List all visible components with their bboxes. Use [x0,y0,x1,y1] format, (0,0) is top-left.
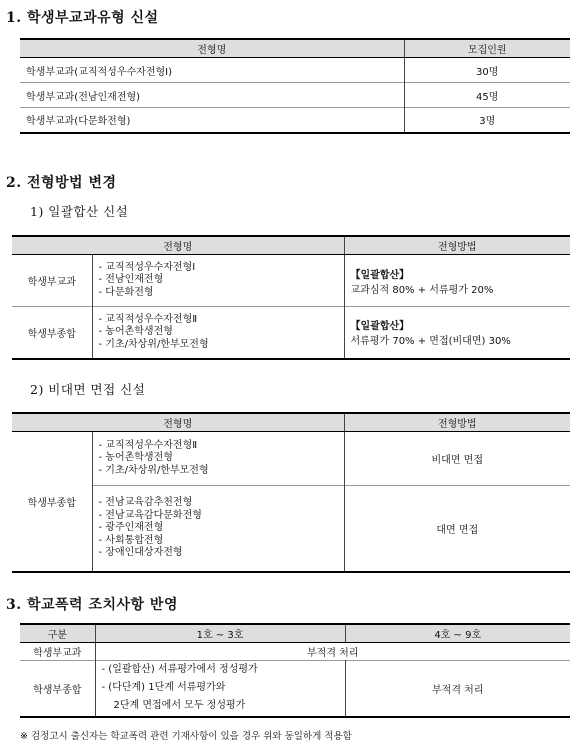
method-cell [344,255,570,307]
table-row [12,255,570,307]
header-level-1-3: 1호 ~ 3호 [95,624,345,643]
section-2-2-table [12,412,570,573]
category-label: 학생부종합 [33,684,82,696]
header-admission-name: 전형명 [12,413,344,432]
admission-list [92,432,344,486]
table-row [12,486,570,572]
list-item: - 농어촌학생전형 [98,452,173,464]
section-3-table [20,623,570,718]
subsection-2-1-title: 1) 일괄합산 신설 [30,204,129,219]
header-method: 전형방법 [344,236,570,255]
table-row [12,307,570,359]
admission-name: 학생부교과(교직적성우수자전형Ⅰ) [26,66,172,78]
list-item: - 기초/차상위/한부모전형 [98,464,209,476]
list-item: - 광주인재전형 [98,522,164,533]
list-item: - 교직적성우수자전형Ⅰ [98,261,196,273]
admission-name: 학생부교과(다문화전형) [26,116,131,128]
list-item: - 전남교육감다문화전형 [98,509,202,521]
admission-list [92,486,344,572]
admission-name: 학생부교과(전남인재전형) [26,91,141,103]
header-admission-name: 전형명 [12,236,344,255]
category-label: 학생부종합 [27,497,76,509]
method-cell: 비대면 면접 [344,432,570,486]
header-level-4-9: 4호 ~ 9호 [345,624,570,643]
method-cell [344,307,570,359]
table-row [20,643,570,661]
category-label: 학생부교과 [33,648,82,659]
method-cell: 대면 면접 [344,486,570,572]
list-item: - 사회통합전형 [98,534,164,546]
method-text: 서류평가 70% + 면접(비대면) 30% [350,336,511,348]
evaluation-list [95,661,345,717]
quota: 45명 [404,83,570,108]
list-item: - 장애인대상자전형 [98,547,183,558]
list-item: - 기초/차상위/한부모전형 [98,338,209,350]
category-label: 학생부종합 [27,328,76,340]
header-admission-name: 전형명 [20,39,404,58]
table-row [20,108,570,133]
list-item: - 전남교육감추천전형 [98,497,193,508]
list-item: - (일괄합산) 서류평가에서 정성평가 [101,664,258,676]
list-item: - 다문화전형 [98,286,154,298]
quota: 30명 [404,58,570,83]
list-item: - 전남인재전형 [98,274,164,286]
header-method: 전형방법 [344,413,570,432]
section-1-title: 1. 학생부교과유형 신설 [6,10,159,26]
list-item: - 농어촌학생전형 [98,326,173,337]
admission-list [92,255,344,307]
quota: 3명 [404,108,570,133]
method-title: 【일괄합산】 [350,269,410,281]
result-text: 부적격 처리 [345,661,570,717]
header-quota: 모집인원 [404,39,570,58]
list-item: - 교직적성우수자전형Ⅱ [98,439,198,451]
table-row [20,661,570,717]
table-row [20,83,570,108]
method-title: 【일괄합산】 [350,321,410,333]
section-2-title: 2. 전형방법 변경 [6,175,117,191]
section-1-table [20,38,570,134]
header-category: 구분 [20,624,95,643]
list-item: - 교직적성우수자전형Ⅱ [98,313,198,325]
footnote: ※ 검정고시 출신자는 학교폭력 관련 기재사항이 있을 경우 위와 동일하게 적용함 [20,731,352,742]
category-label: 학생부교과 [27,277,76,288]
section-3-title: 3. 학교폭력 조치사항 반영 [6,597,178,613]
list-item: - (다단계) 1단계 서류평가와 [101,682,226,694]
subsection-2-2-title: 2) 비대면 면접 신설 [30,382,146,397]
table-row [20,58,570,83]
section-2-1-table [12,235,570,360]
table-row [12,432,570,486]
method-text: 교과심적 80% + 서류평가 20% [350,284,494,296]
list-item: 2단계 면접에서 모두 정성평가 [113,700,246,712]
admission-list [92,307,344,359]
result-text: 부적격 처리 [95,643,570,661]
